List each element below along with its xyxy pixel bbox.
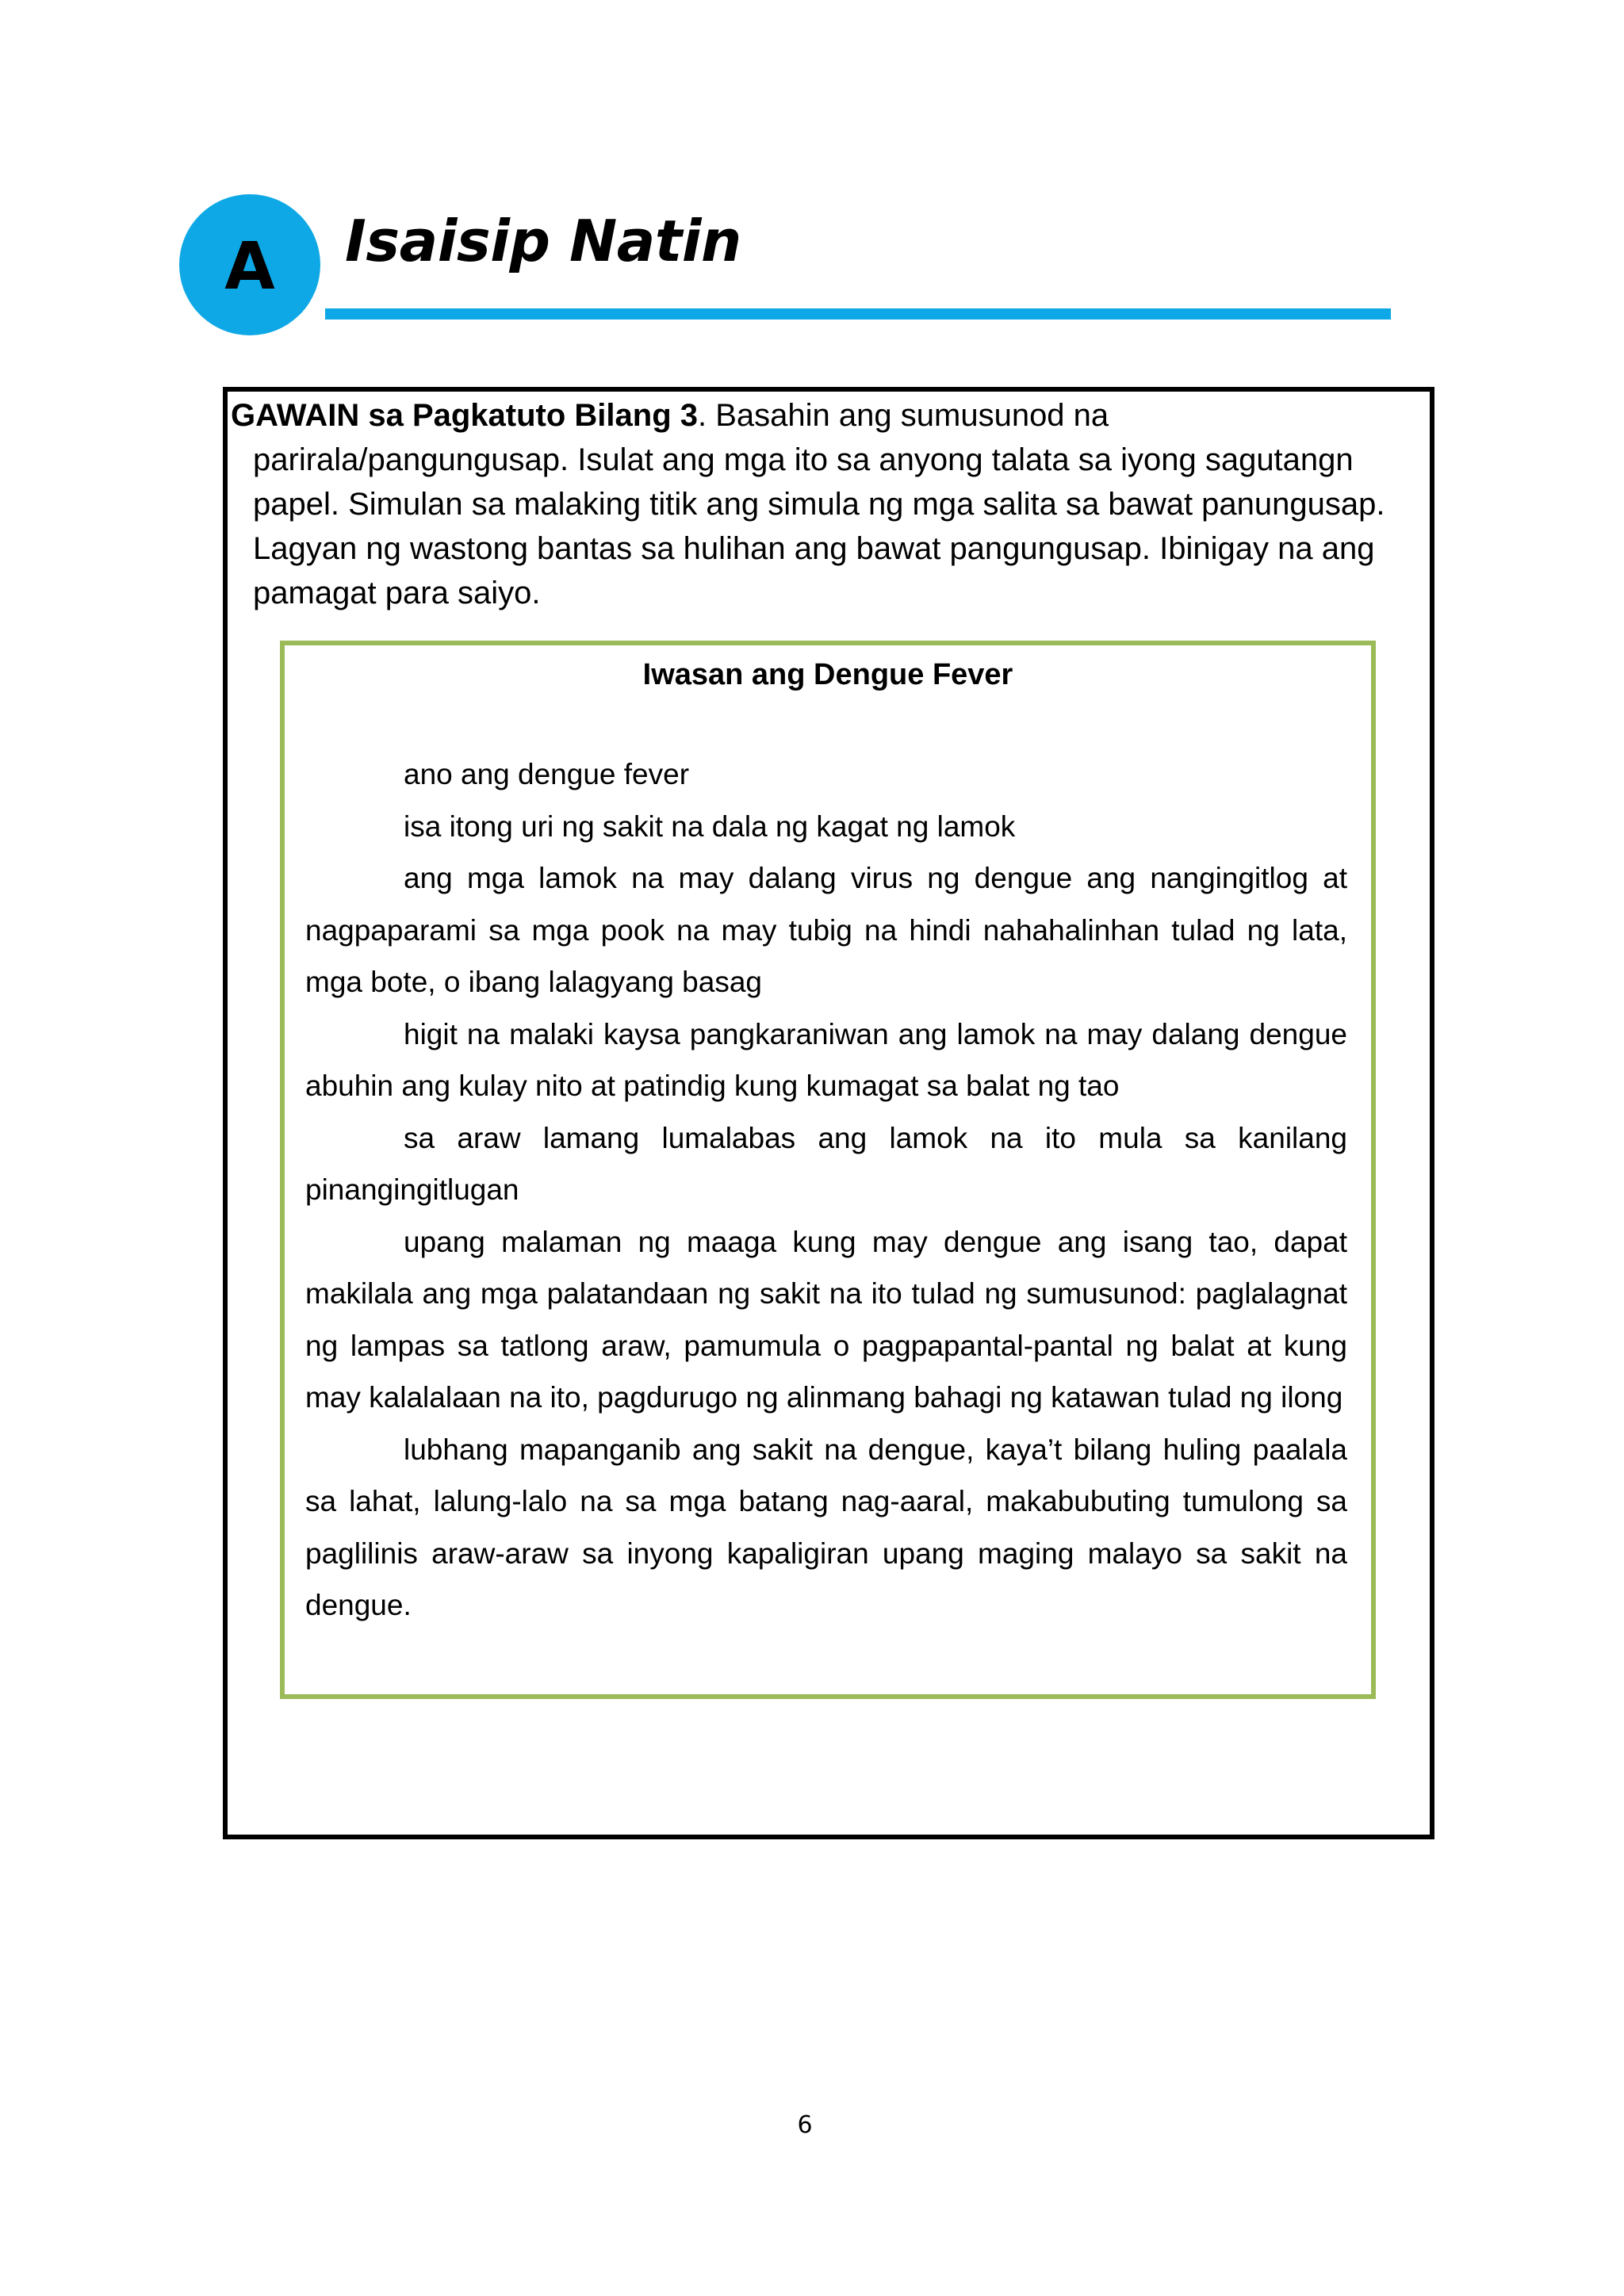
reading-paragraph-6: upang malaman ng maaga kung may dengue ang isang tao, dapat makilala ang mga palatandaan ng sakit na ito tulad ng sumusunod: paglalagnat ng lampas sa tatlong araw, pamumula o pagpapantal-pantal ng balat at kung may kalalalaan na ito, pagdurugo ng alinmang bahagi ng katawan tulad ng ilong (305, 1225, 1347, 1414)
reading-paragraph-1: ano ang dengue fever (404, 758, 690, 790)
section-title: Isaisip Natin (345, 208, 741, 274)
instruction-line-2: parirala/pangungusap. Isulat ang mga ito sa anyong talata sa iyong sagutangn (253, 442, 1354, 477)
activity-label: GAWAIN sa Pagkatuto Bilang 3 (231, 398, 699, 433)
title-underline-bar (325, 308, 1391, 320)
instruction-line-3: papel. Simulan sa malaking titik ang simula ng mga salita sa bawat panungusap. (253, 487, 1385, 522)
activity-instructions (231, 393, 1420, 615)
instruction-line-4: Lagyan ng wastong bantas sa hulihan ang bawat pangungusap. Ibinigay na ang (253, 531, 1375, 566)
reading-title: Iwasan ang Dengue Fever (642, 658, 1013, 691)
reading-paragraph-5: sa araw lamang lumalabas ang lamok na ito mula sa kanilang pinangingitlugan (305, 1121, 1347, 1206)
instruction-text-1: . Basahin ang sumusunod na (698, 398, 1109, 433)
instruction-line-1 (231, 393, 1420, 438)
instruction-line-5: pamagat para saiyo. (253, 576, 541, 610)
reading-paragraph-7: lubhang mapanganib ang sakit na dengue, kaya’t bilang huling paalala sa lahat, lalung-lalo na sa mga batang nag-aaral, makabubuting tumulong sa paglilinis araw-araw sa inyong kapaligiran upang maging malayo sa sakit na dengue. (305, 1433, 1347, 1621)
section-badge (179, 194, 320, 335)
reading-paragraph-3: ang mga lamok na may dalang virus ng dengue ang nangingitlog at nagpaparami sa mga pook na may tubig na hindi nahahalinhan tulad ng lata, mga bote, o ibang lalagyang basag (305, 862, 1347, 998)
reading-body (305, 748, 1347, 1632)
activity-box (223, 387, 1434, 1839)
reading-paragraph-2: isa itong uri ng sakit na dala ng kagat ng lamok (404, 809, 1016, 843)
reading-paragraph-4: higit na malaki kaysa pangkaraniwan ang lamok na may dalang dengue abuhin ang kulay nito at patindig kung kumagat sa balat ng tao (305, 1017, 1347, 1102)
reading-passage-box (280, 641, 1376, 1699)
page-number: 6 (797, 2111, 813, 2139)
section-badge-letter: A (224, 228, 275, 304)
